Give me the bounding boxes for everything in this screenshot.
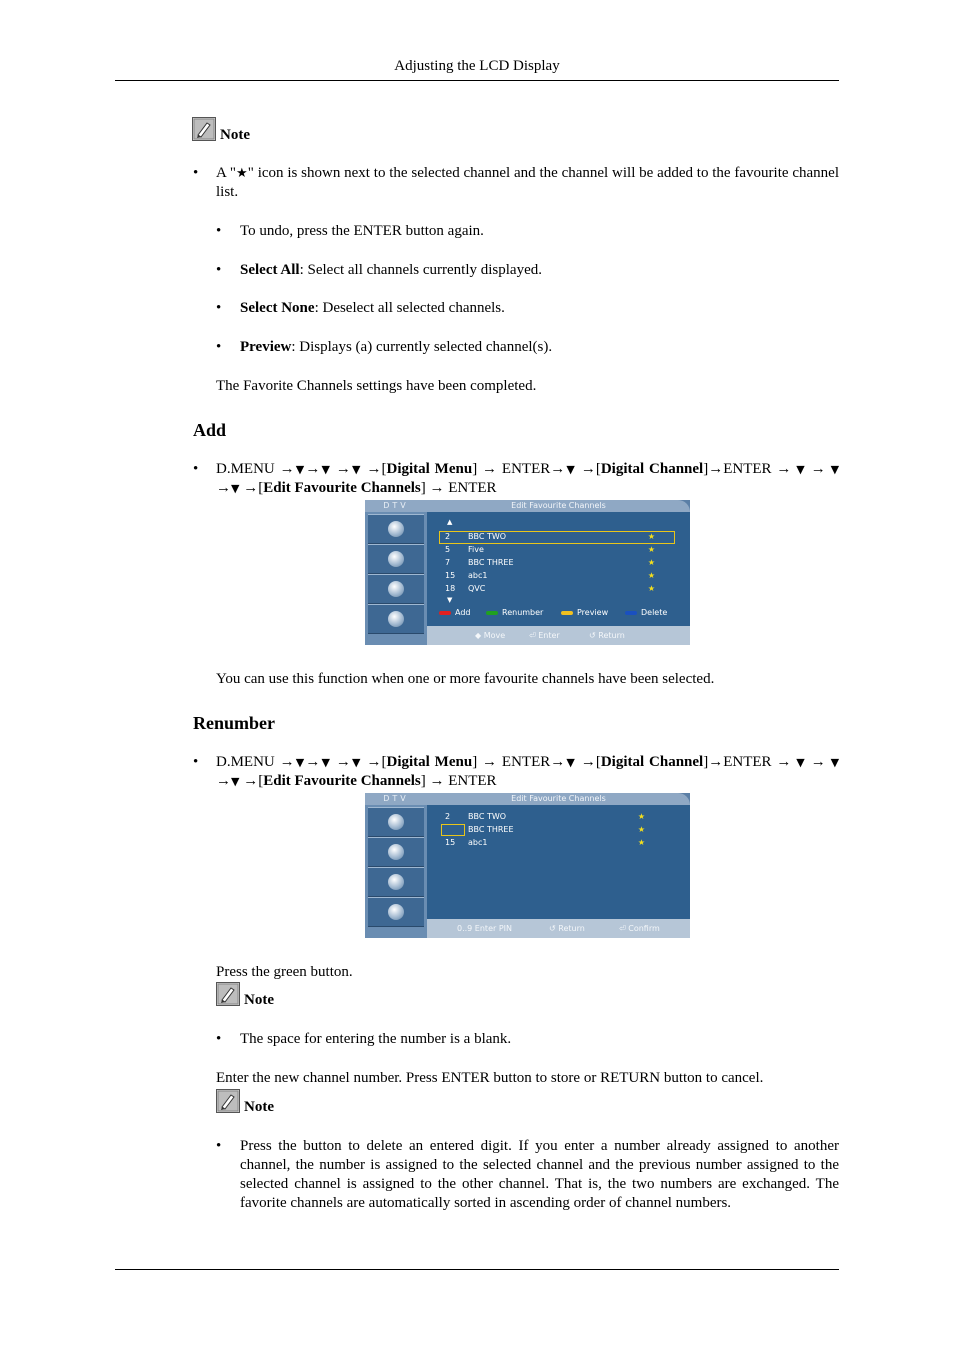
channel-row [445,544,675,555]
picture-icon [368,807,424,837]
path-text: ]→ENTER → [703,754,797,770]
enter-new-number-text: Enter the new channel number. Press ENTER button to store or RETURN button to cancel. [216,1070,764,1086]
channel-name: QVC [468,584,486,593]
down-arrow-icon: ▼ [830,756,840,769]
down-arrow-icon: ▼ [350,756,362,769]
note-icon [192,117,216,141]
term: Preview [240,339,292,355]
legend-preview [561,608,608,618]
note-label: Note [220,127,250,143]
down-arrow-icon: ▼ [350,463,362,476]
channel-name: Five [468,545,484,554]
nav-path-renumber [216,753,839,791]
legend-label: Add [455,608,471,617]
blue-key-icon [625,611,637,615]
setup-icon [368,574,424,604]
path-text: → [216,773,231,789]
star-icon: ★ [637,825,645,834]
channel-row [445,583,675,594]
osd-main-panel [427,805,690,919]
channel-icon [368,837,424,867]
blank-space-text: The space for entering the number is a blank. [240,1031,512,1047]
legend-label: Preview [577,608,609,617]
yellow-key-icon [561,611,573,615]
delete-digit-text: Press the button to delete an entered digit. If you enter a number already assigned to another channel, the number is assigned to the selected channel and the previous number assigned to the selected channel is assigned to the other channel. That is, the two numbers are exchanged. The favorite channels are automatically sorted in ascending order of channel numbers. [240,1138,839,1211]
nav-path-add [216,460,839,498]
undo-text: To undo, press the ENTER button again. [240,223,484,239]
channel-number: 15 [445,571,456,580]
path-text: →[ [575,754,601,770]
bullet: • [193,165,199,181]
channel-number: 7 [445,558,451,567]
star-icon: ★ [637,838,645,847]
edit-favourite-term: Edit Favourite Channels [263,480,421,496]
channel-name: BBC TWO [468,532,507,541]
down-arrow-icon: ▼ [796,756,806,769]
down-arrow-icon: ▼ [231,775,240,788]
osd-title: Edit Favourite Channels [427,500,690,512]
osd-side-title: DTV [365,793,427,805]
page-header-title: Adjusting the LCD Display [394,58,560,74]
text-span: A " [216,165,236,181]
osd-add-screenshot [365,500,690,645]
header-rule [115,80,839,81]
bullet: • [216,1031,222,1047]
enter-pin-hint: 0..9 Enter PIN [457,924,512,933]
path-text: → [305,461,321,477]
edit-favourite-term: Edit Favourite Channels [263,773,421,789]
bullet: • [193,461,199,477]
note-label: Note [244,992,274,1008]
channel-name: BBC THREE [468,825,514,834]
down-arrow-icon: ▼ [565,463,576,476]
move-hint: ◆ Move [475,631,506,640]
star-icon: ★ [647,558,655,567]
scroll-down-icon: ▼ [447,596,453,604]
down-arrow-icon: ▼ [565,756,576,769]
down-arrow-icon: ▼ [830,463,840,476]
select-none-text [240,299,505,318]
osd-renumber-screenshot [365,793,690,938]
note-icon [216,982,240,1006]
text-span: " icon is shown next to the selected channel and the channel will be added to the favourite channel list. [216,165,840,200]
text-span: : Deselect all selected channels. [314,300,505,316]
path-text: D.MENU → [216,754,295,770]
setup-icon [368,867,424,897]
channel-name: abc1 [468,838,488,847]
channel-name: abc1 [468,571,488,580]
path-text: →[ [361,754,387,770]
path-text: → [305,754,321,770]
star-icon: ★ [647,584,655,593]
confirm-hint: ⏎ Confirm [619,924,660,933]
text-span: : Select all channels currently displayed. [299,262,542,278]
path-text: → [805,754,826,770]
path-text: ] → ENTER [420,773,497,789]
channel-icon [368,544,424,574]
bullet: • [216,300,222,316]
channel-number: 18 [445,584,456,593]
digital-channel-term: Digital Channel [600,754,704,770]
path-text: ] → ENTER→ [472,754,566,770]
star-icon: ★ [647,545,655,554]
channel-row [445,531,675,542]
path-text: → [216,480,231,496]
channel-number: 5 [445,545,451,554]
path-text: →[ [575,461,601,477]
osd-title: Edit Favourite Channels [427,793,690,805]
bullet: • [216,339,222,355]
text-span: : Displays (a) currently selected channel(s). [291,339,553,355]
channel-row [445,570,675,581]
path-text: →[ [239,773,264,789]
down-arrow-icon: ▼ [231,482,240,495]
channel-number: 15 [445,838,456,847]
down-arrow-icon: ▼ [294,756,306,769]
down-arrow-icon: ▼ [320,756,332,769]
legend-renumber [486,608,543,618]
add-heading: Add [193,420,227,440]
note-label: Note [244,1099,274,1115]
input-icon [368,604,424,634]
green-key-icon [486,611,498,615]
star-icon: ★ [637,812,645,821]
footer-rule [115,1269,839,1270]
channel-row [445,837,675,848]
down-arrow-icon: ▼ [320,463,332,476]
red-key-icon [439,611,451,615]
star-icon: ★ [235,166,248,181]
bullet: • [216,223,222,239]
path-text: → [331,754,351,770]
scroll-up-icon: ▲ [447,518,453,526]
enter-hint: ⏎ Enter [529,631,560,640]
channel-row [445,811,675,822]
term: Select None [240,300,315,316]
path-text: →[ [239,480,264,496]
bullet: • [216,1138,222,1154]
path-text: →[ [361,461,387,477]
press-green-text: Press the green button. [216,964,353,980]
digital-menu-term: Digital Menu [386,754,473,770]
digital-menu-term: Digital Menu [386,461,473,477]
down-arrow-icon: ▼ [294,463,306,476]
term: Select All [240,262,300,278]
path-text: D.MENU → [216,461,295,477]
channel-row [445,824,675,835]
note-icon [216,1089,240,1113]
digital-channel-term: Digital Channel [600,461,704,477]
input-icon [368,897,424,927]
path-text: ]→ENTER → [703,461,797,477]
select-all-text [240,261,542,280]
completed-text: The Favorite Channels settings have been completed. [216,378,537,394]
down-arrow-icon: ▼ [796,463,806,476]
osd-side-title: DTV [365,500,427,512]
channel-name: BBC TWO [468,812,507,821]
osd-footer [427,919,690,938]
star-icon: ★ [647,532,655,541]
osd-footer [427,626,690,645]
channel-name: BBC THREE [468,558,514,567]
star-icon: ★ [647,571,655,580]
channel-row [445,557,675,568]
path-text: → [805,461,826,477]
channel-number: 2 [445,812,451,821]
renumber-heading: Renumber [193,713,275,733]
legend-delete [625,608,667,618]
path-text: → [331,461,351,477]
add-description: You can use this function when one or more favourite channels have been selected. [216,671,715,687]
return-hint: ↺ Return [549,924,585,933]
picture-icon [368,514,424,544]
bullet: • [216,262,222,278]
legend-add [439,608,471,618]
path-text: ] → ENTER→ [472,461,566,477]
legend-label: Delete [641,608,668,617]
preview-text [240,338,552,357]
channel-number: 2 [445,532,451,541]
bullet: • [193,754,199,770]
path-text: ] → ENTER [420,480,497,496]
return-hint: ↺ Return [589,631,625,640]
favourite-star-paragraph [216,164,839,202]
legend-label: Renumber [502,608,544,617]
